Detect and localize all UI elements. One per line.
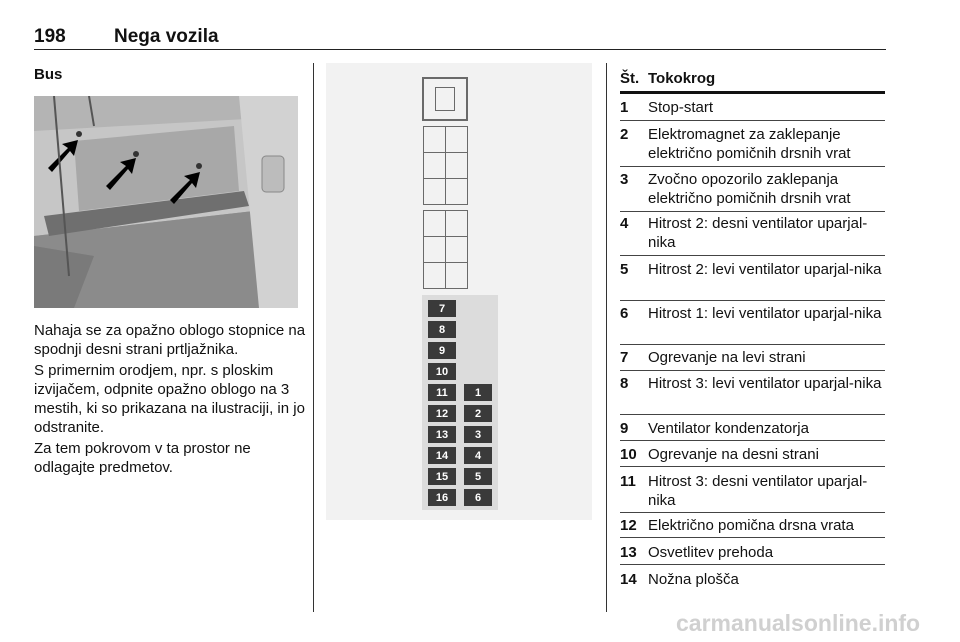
row-number: 12	[620, 517, 637, 534]
paragraph-instructions: S primernim orodjem, npr. s ploskim izvijačem, odpnite opažno oblogo na 3 mestih, ki so prikazana na ilustraciji, in jo odstranite.	[34, 362, 305, 436]
slot-divider	[445, 126, 446, 205]
page-number: 198	[34, 26, 66, 47]
row-number: 9	[620, 420, 629, 437]
slot-divider	[445, 210, 446, 289]
row-number: 5	[620, 261, 629, 278]
row-rule	[620, 537, 885, 538]
row-circuit: Ogrevanje na levi strani	[648, 349, 806, 366]
row-number: 14	[620, 571, 637, 588]
row-number: 4	[620, 215, 629, 232]
row-circuit: Osvetlitev prehoda	[648, 544, 774, 561]
row-number: 8	[620, 375, 629, 392]
paragraph-location: Nahaja se za opažno oblogo stopnice na spodnji desni strani prtljažnika.	[34, 322, 306, 358]
fuse-6: 6	[464, 489, 492, 506]
row-rule	[620, 440, 885, 441]
fuse-1: 1	[464, 384, 492, 401]
row-number: 10	[620, 446, 637, 463]
row-circuit: Hitrost 2: levi ventilator uparjal-nika	[648, 261, 882, 278]
section-title: Bus	[34, 66, 63, 83]
chapter-title: Nega vozila	[114, 26, 219, 47]
row-rule	[620, 344, 885, 345]
row-circuit: Hitrost 2: desni ventilator uparjal-nika	[648, 215, 868, 251]
row-number: 7	[620, 349, 629, 366]
slot-divider	[423, 178, 468, 179]
paragraph-warning: Za tem pokrovom v ta prostor ne odlagajte predmetov.	[34, 440, 251, 476]
column-divider-left	[313, 63, 314, 612]
row-rule	[620, 300, 885, 301]
watermark: carmanualsonline.info	[676, 610, 921, 636]
column-divider-right	[606, 63, 607, 612]
row-rule	[620, 466, 885, 467]
header-rule	[34, 49, 886, 50]
row-rule	[620, 414, 885, 415]
row-circuit: Električno pomična drsna vrata	[648, 517, 854, 534]
row-circuit: Zvočno opozorilo zaklepanja električno pomičnih drsnih vrat	[648, 171, 851, 207]
row-circuit: Nožna plošča	[648, 571, 739, 588]
row-rule	[620, 120, 885, 121]
table-header-circuit: Tokokrog	[648, 70, 716, 87]
fuse-15: 15	[428, 468, 456, 485]
row-number: 1	[620, 99, 629, 116]
table-header-rule	[620, 91, 885, 94]
row-circuit: Hitrost 1: levi ventilator uparjal-nika	[648, 305, 882, 322]
slot-divider	[423, 262, 468, 263]
row-number: 2	[620, 126, 629, 143]
row-number: 11	[620, 473, 636, 490]
table-header-number: Št.	[620, 70, 640, 87]
row-circuit: Ogrevanje na desni strani	[648, 446, 819, 463]
row-rule	[620, 370, 885, 371]
slot-divider	[423, 236, 468, 237]
fuse-5: 5	[464, 468, 492, 485]
row-number: 6	[620, 305, 629, 322]
row-circuit: Ventilator kondenzatorja	[648, 420, 809, 437]
fuse-3: 3	[464, 426, 492, 443]
fuse-14: 14	[428, 447, 456, 464]
row-number: 13	[620, 544, 637, 561]
interior-trim-photo	[34, 96, 298, 308]
slot-divider	[423, 152, 468, 153]
row-rule	[620, 255, 885, 256]
fuse-2: 2	[464, 405, 492, 422]
fuse-4: 4	[464, 447, 492, 464]
fuse-10: 10	[428, 363, 456, 380]
fuse-13: 13	[428, 426, 456, 443]
row-number: 3	[620, 171, 629, 188]
fuse-11: 11	[428, 384, 456, 401]
row-circuit: Elektromagnet za zaklepanje električno pomičnih drsnih vrat	[648, 126, 851, 162]
row-circuit: Hitrost 3: desni ventilator uparjal-nika	[648, 473, 868, 509]
row-circuit: Hitrost 3: levi ventilator uparjal-nika	[648, 375, 882, 392]
fuse-9: 9	[428, 342, 456, 359]
fuse-12: 12	[428, 405, 456, 422]
row-rule	[620, 512, 885, 513]
row-rule	[620, 211, 885, 212]
fuse-8: 8	[428, 321, 456, 338]
fuse-16: 16	[428, 489, 456, 506]
row-circuit: Stop-start	[648, 99, 714, 116]
relay-slot-inner	[435, 87, 455, 111]
row-rule	[620, 564, 885, 565]
fuse-7: 7	[428, 300, 456, 317]
row-rule	[620, 166, 885, 167]
